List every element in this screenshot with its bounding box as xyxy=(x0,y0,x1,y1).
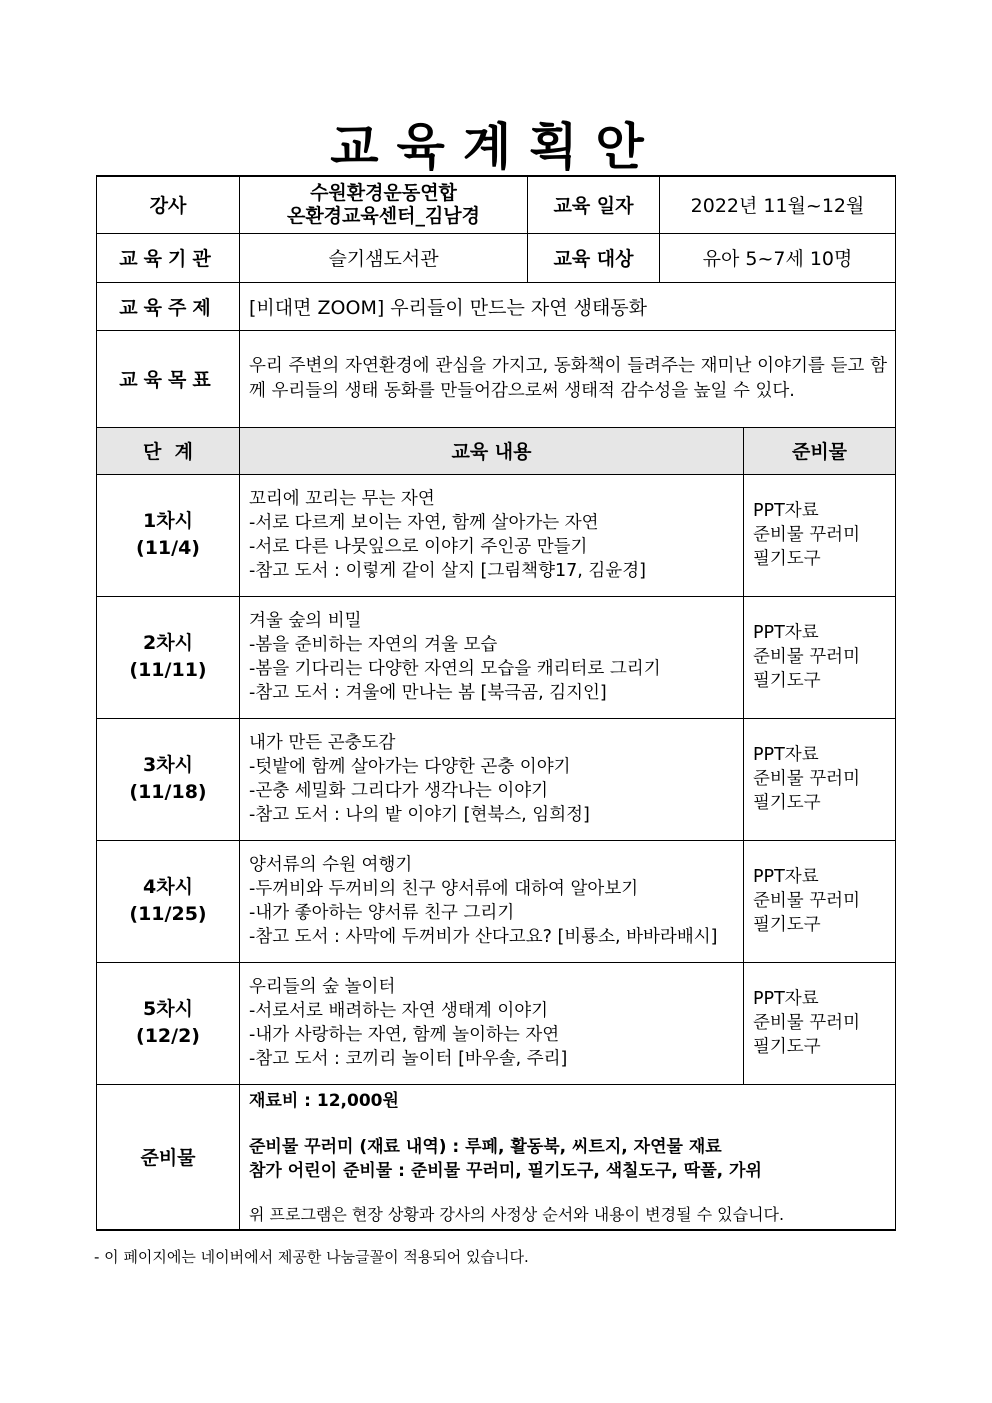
session-stage xyxy=(97,718,240,840)
session-detail: -서로 다른 나뭇잎으로 이야기 주인공 만들기 xyxy=(249,537,588,557)
session-content xyxy=(240,962,744,1084)
change-notice: 위 프로그램은 현장 상황과 강사의 사정상 순서와 내용이 변경될 수 있습니다. xyxy=(249,1204,785,1224)
date-label: 교육 일자 xyxy=(528,176,660,233)
session-reference: -참고 도서 : 나의 밭 이야기 [현북스, 임희정] xyxy=(249,805,590,825)
material-item: 준비물 꾸러미 xyxy=(753,647,860,667)
instructor-name: 온환경교육센터_김남경 xyxy=(286,204,481,227)
session-materials xyxy=(744,718,896,840)
participant-materials: 참가 어린이 준비물 : 준비물 꾸러미, 필기도구, 색칠도구, 딱풀, 가위 xyxy=(249,1160,762,1181)
session-content xyxy=(240,474,744,596)
target-label: 교육 대상 xyxy=(528,233,660,282)
session-content xyxy=(240,840,744,962)
material-item: PPT자료 xyxy=(753,989,819,1009)
session-content xyxy=(240,596,744,718)
materials-header: 준비물 xyxy=(744,427,896,474)
session-materials xyxy=(744,474,896,596)
institution-value: 슬기샘도서관 xyxy=(240,233,528,282)
session-number: 3차시 xyxy=(143,754,193,776)
session-reference: -참고 도서 : 사막에 두꺼비가 산다고요? [비룡소, 바바라배시] xyxy=(249,927,718,947)
session-number: 5차시 xyxy=(143,998,193,1020)
session-detail: -서로 다르게 보이는 자연, 함께 살아가는 자연 xyxy=(249,513,599,533)
session-row xyxy=(97,474,896,596)
session-reference: -참고 도서 : 이렇게 같이 살지 [그림책향17, 김윤경] xyxy=(249,561,646,581)
materials-row xyxy=(97,1084,896,1230)
session-detail: -내가 좋아하는 양서류 친구 그리기 xyxy=(249,903,515,923)
session-date: (11/25) xyxy=(129,903,207,925)
material-item: 준비물 꾸러미 xyxy=(753,891,860,911)
material-item: 준비물 꾸러미 xyxy=(753,525,860,545)
session-materials xyxy=(744,596,896,718)
material-fee: 재료비 : 12,000원 xyxy=(249,1090,399,1111)
material-item: PPT자료 xyxy=(753,623,819,643)
session-detail: -내가 사랑하는 자연, 함께 놀이하는 자연 xyxy=(249,1025,560,1045)
session-stage xyxy=(97,474,240,596)
session-stage xyxy=(97,840,240,962)
theme-value: [비대면 ZOOM] 우리들이 만드는 자연 생태동화 xyxy=(240,282,896,330)
material-item: PPT자료 xyxy=(753,501,819,521)
session-reference: -참고 도서 : 코끼리 놀이터 [바우솔, 주리] xyxy=(249,1049,568,1069)
session-topic: 우리들의 숲 놀이터 xyxy=(249,977,396,997)
session-detail: -텃밭에 함께 살아가는 다양한 곤충 이야기 xyxy=(249,757,571,777)
session-detail: -두꺼비와 두꺼비의 친구 양서류에 대하여 알아보기 xyxy=(249,879,639,899)
session-materials xyxy=(744,962,896,1084)
session-detail: -봄을 기다리는 다양한 자연의 모습을 캐리터로 그리기 xyxy=(249,659,661,679)
material-kit: 준비물 꾸러미 (재료 내역) : 루페, 활동북, 씨트지, 자연물 재료 xyxy=(249,1136,722,1157)
session-topic: 꼬리에 꼬리는 무는 자연 xyxy=(249,489,435,509)
material-item: 준비물 꾸러미 xyxy=(753,1013,860,1033)
session-row xyxy=(97,840,896,962)
material-item: 준비물 꾸러미 xyxy=(753,769,860,789)
goal-value: 우리 주변의 자연환경에 관심을 가지고, 동화책이 들려주는 재미난 이야기를 듣고 함께 우리들의 생태 동화를 만들어감으로써 생태적 감수성을 높일 수 있다. xyxy=(240,330,896,427)
session-detail: -곤충 세밀화 그리다가 생각나는 이야기 xyxy=(249,781,549,801)
material-item: 필기도구 xyxy=(753,549,821,569)
material-item: 필기도구 xyxy=(753,1037,821,1057)
institution-label: 교육기관 xyxy=(97,233,240,282)
instructor-label: 강사 xyxy=(97,176,240,233)
session-date: (11/4) xyxy=(136,537,200,559)
materials-label: 준비물 xyxy=(97,1084,240,1230)
session-date: (11/18) xyxy=(129,781,207,803)
session-detail: -봄을 준비하는 자연의 겨울 모습 xyxy=(249,635,498,655)
session-number: 4차시 xyxy=(143,876,193,898)
material-item: 필기도구 xyxy=(753,671,821,691)
date-value: 2022년 11월~12월 xyxy=(660,176,896,233)
education-plan-table xyxy=(96,175,896,1231)
session-stage xyxy=(97,962,240,1084)
target-value: 유아 5~7세 10명 xyxy=(660,233,896,282)
session-stage xyxy=(97,596,240,718)
session-topic: 내가 만든 곤충도감 xyxy=(249,733,396,753)
material-item: 필기도구 xyxy=(753,915,821,935)
theme-label: 교육주제 xyxy=(97,282,240,330)
session-materials xyxy=(744,840,896,962)
session-date: (12/2) xyxy=(136,1025,200,1047)
session-row xyxy=(97,718,896,840)
session-content xyxy=(240,718,744,840)
stage-header: 단 계 xyxy=(97,427,240,474)
session-row xyxy=(97,596,896,718)
footnote: - 이 페이지에는 네이버에서 제공한 나눔글꼴이 적용되어 있습니다. xyxy=(94,1248,529,1266)
session-topic: 겨울 숲의 비밀 xyxy=(249,611,362,631)
session-date: (11/11) xyxy=(129,659,207,681)
document-title: 교육계획안 xyxy=(330,118,662,176)
instructor-org: 수원환경운동연합 xyxy=(310,181,457,204)
materials-details xyxy=(240,1084,896,1230)
content-header: 교육 내용 xyxy=(240,427,744,474)
session-detail: -서로서로 배려하는 자연 생태계 이야기 xyxy=(249,1001,549,1021)
material-item: PPT자료 xyxy=(753,745,819,765)
session-number: 2차시 xyxy=(143,632,193,654)
goal-label: 교육목표 xyxy=(97,330,240,427)
session-reference: -참고 도서 : 겨울에 만나는 봄 [북극곰, 김지인] xyxy=(249,683,607,703)
session-number: 1차시 xyxy=(143,510,193,532)
session-row xyxy=(97,962,896,1084)
material-item: PPT자료 xyxy=(753,867,819,887)
session-topic: 양서류의 수원 여행기 xyxy=(249,855,413,875)
instructor-value xyxy=(240,176,528,233)
material-item: 필기도구 xyxy=(753,793,821,813)
